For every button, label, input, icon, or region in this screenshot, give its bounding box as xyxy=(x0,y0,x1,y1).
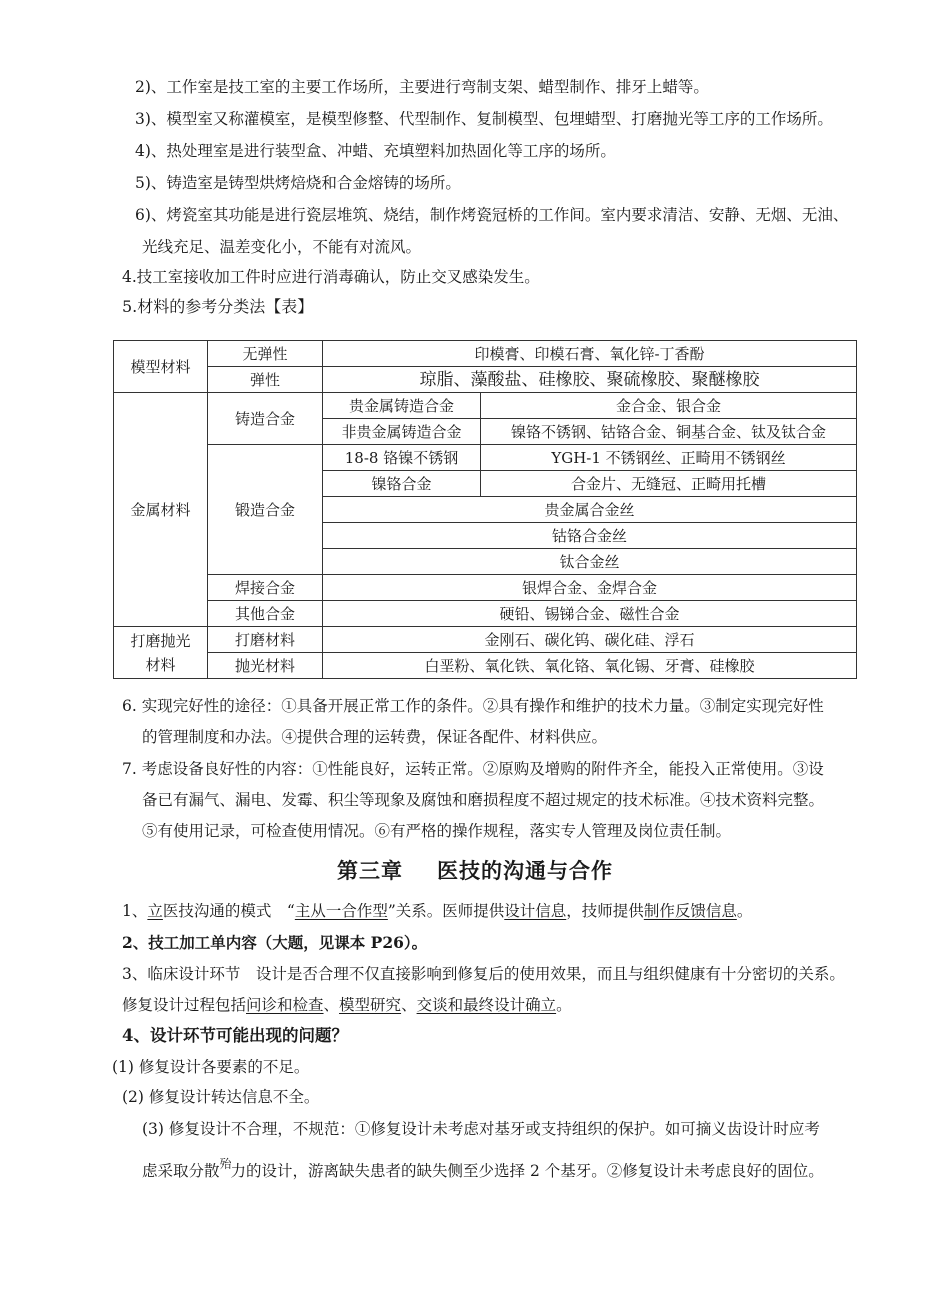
cell-precious-casting-items: 金合金、银合金 xyxy=(481,393,857,419)
cell-nonprecious-casting: 非贵金属铸造合金 xyxy=(323,419,481,445)
question-2: (2) 修复设计转达信息不全。 xyxy=(122,1088,320,1106)
text-line: 3)、模型室又称灌模室，是模型修整、代型制作、复制模型、包埋蜡型、打磨抛光等工序的工作场所。 xyxy=(135,110,833,128)
cell-ss-18-8-items: YGH-1 不锈钢丝、正畸用不锈钢丝 xyxy=(481,445,857,471)
cell-polishing-items: 白垩粉、氧化铁、氧化铬、氧化锡、牙膏、硅橡胶 xyxy=(323,653,857,679)
item-6-line-2: 的管理制度和办法。④提供合理的运转费，保证各配件、材料供应。 xyxy=(142,728,608,746)
section-1 xyxy=(122,900,752,922)
item-7-line-2: 备已有漏气、漏电、发霉、积尘等现象及腐蚀和磨损程度不超过规定的技术标准。④技术资料完整。 xyxy=(142,791,825,809)
item-7-line-3: ⑤有使用记录，可检查使用情况。⑥有严格的操作规程，落实专人管理及岗位责任制。 xyxy=(142,822,732,840)
cell-other-alloy: 其他合金 xyxy=(208,601,323,627)
cell-other-items: 硬铅、锡锑合金、磁性合金 xyxy=(323,601,857,627)
cell-model-materials: 模型材料 xyxy=(114,341,208,393)
s1-underline-2: 主从一合作型 xyxy=(294,902,388,920)
cell-precious-casting: 贵金属铸造合金 xyxy=(323,393,481,419)
cell-grinding-items: 金刚石、碳化钨、碳化硅、浮石 xyxy=(323,627,857,653)
s1-underline-3: 设计信息 xyxy=(504,902,567,920)
cell-grinding-polishing xyxy=(114,627,208,679)
s1-underline-1: 立 xyxy=(147,902,163,920)
item-4: 4.技工室接收加工件时应进行消毒确认，防止交叉感染发生。 xyxy=(122,268,540,286)
cell-nonprecious-casting-items: 镍铬不锈钢、钴铬合金、铜基合金、钛及钛合金 xyxy=(481,419,857,445)
section-4: 4、设计环节可能出现的问题？ xyxy=(122,1026,348,1045)
question-3-line-2 xyxy=(142,1157,824,1183)
cell-grinding: 打磨材料 xyxy=(208,627,323,653)
cell-non-elastic: 无弹性 xyxy=(208,341,323,367)
text-line: 5)、铸造室是铸型烘烤焙烧和合金熔铸的场所。 xyxy=(135,174,461,192)
chapter-title: 医技的沟通与合作 xyxy=(437,859,613,883)
s1-underline-4: 制作反馈信息 xyxy=(643,902,737,920)
cell-cocr-wire: 钴铬合金丝 xyxy=(323,523,857,549)
item-5-heading: 5.材料的参考分类法【表】 xyxy=(122,297,314,316)
chapter-number: 第三章 xyxy=(337,859,403,883)
cell-solder-items: 银焊合金、金焊合金 xyxy=(323,575,857,601)
cell-casting-alloy: 铸造合金 xyxy=(208,393,323,445)
section-3-line-2 xyxy=(122,994,572,1016)
s1-prefix: 1、 xyxy=(122,902,148,920)
s3-underline-1: 问诊和检查 xyxy=(246,996,324,1014)
s3-sep-1: 、 xyxy=(323,996,340,1014)
s3-prefix: 修复设计过程包括 xyxy=(122,996,247,1014)
chapter-heading xyxy=(0,855,950,885)
question-1: (1) 修复设计各要素的不足。 xyxy=(112,1058,310,1076)
cell-nicr-items: 合金片、无缝冠、正畸用托槽 xyxy=(481,471,857,497)
cell-metal-materials: 金属材料 xyxy=(114,393,208,627)
s3-underline-2: 模型研究 xyxy=(339,996,402,1014)
text-line: 6)、烤瓷室其功能是进行瓷层堆筑、烧结，制作烤瓷冠桥的工作间。室内要求清洁、安静、无烟、无油、 xyxy=(135,206,849,224)
s1-mid-1: 医技沟通的模式 “ xyxy=(162,902,295,920)
cell-elastic-items: 琼脂、藻酸盐、硅橡胶、聚硫橡胶、聚醚橡胶 xyxy=(323,367,857,393)
section-2: 2、技工加工单内容（大题，见课本 P26）。 xyxy=(122,933,428,952)
s1-mid-3: ，技师提供 xyxy=(566,902,644,920)
s3-sep-2: 、 xyxy=(401,996,417,1014)
cell-solder-alloy: 焊接合金 xyxy=(208,575,323,601)
s3-end: 。 xyxy=(556,996,572,1014)
cell-non-elastic-items: 印模膏、印模石膏、氧化锌-丁香酚 xyxy=(323,341,857,367)
item-6-line-1: 6. 实现完好性的途径：①具备开展正常工作的条件。②具有操作和维护的技术力量。③制定实现完好性 xyxy=(122,697,824,715)
q3-superscript: 殆 xyxy=(219,1157,231,1171)
s1-end: 。 xyxy=(736,902,753,920)
cell-nicr-alloy: 镍铬合金 xyxy=(323,471,481,497)
cell-grinding-polishing-line2: 材料 xyxy=(145,655,176,674)
cell-wrought-alloy: 锻造合金 xyxy=(208,445,323,575)
q3-part-b: 力的设计，游离缺失患者的缺失侧至少选择 2 个基牙。②修复设计未考虑良好的固位。 xyxy=(230,1162,824,1180)
cell-elastic: 弹性 xyxy=(208,367,323,393)
question-3-line-1: (3) 修复设计不合理，不规范：①修复设计未考虑对基牙或支持组织的保护。如可摘义齿设计时应考 xyxy=(142,1120,820,1138)
cell-ss-18-8: 18-8 铬镍不锈钢 xyxy=(323,445,481,471)
cell-grinding-polishing-line1: 打磨抛光 xyxy=(130,631,191,650)
materials-table xyxy=(113,340,857,679)
cell-polishing: 抛光材料 xyxy=(208,653,323,679)
text-line: 光线充足、温差变化小，不能有对流风。 xyxy=(142,238,422,256)
text-line: 4)、热处理室是进行装型盒、冲蜡、充填塑料加热固化等工序的场所。 xyxy=(135,142,616,160)
section-3-line-1: 3、临床设计环节 设计是否合理不仅直接影响到修复后的使用效果，而且与组织健康有十分密切的关系。 xyxy=(122,965,845,983)
cell-precious-wire: 贵金属合金丝 xyxy=(323,497,857,523)
text-line: 2)、工作室是技工室的主要工作场所，主要进行弯制支架、蜡型制作、排牙上蜡等。 xyxy=(135,78,709,96)
cell-ti-wire: 钛合金丝 xyxy=(323,549,857,575)
item-7-line-1: 7. 考虑设备良好性的内容：①性能良好，运转正常。②原购及增购的附件齐全，能投入正常使用。③设 xyxy=(122,760,824,778)
s3-underline-3: 交谈和最终设计确立 xyxy=(416,996,557,1014)
s1-mid-2: ”关系。医师提供 xyxy=(387,902,505,920)
q3-part-a: 虑采取分散 xyxy=(142,1162,220,1180)
